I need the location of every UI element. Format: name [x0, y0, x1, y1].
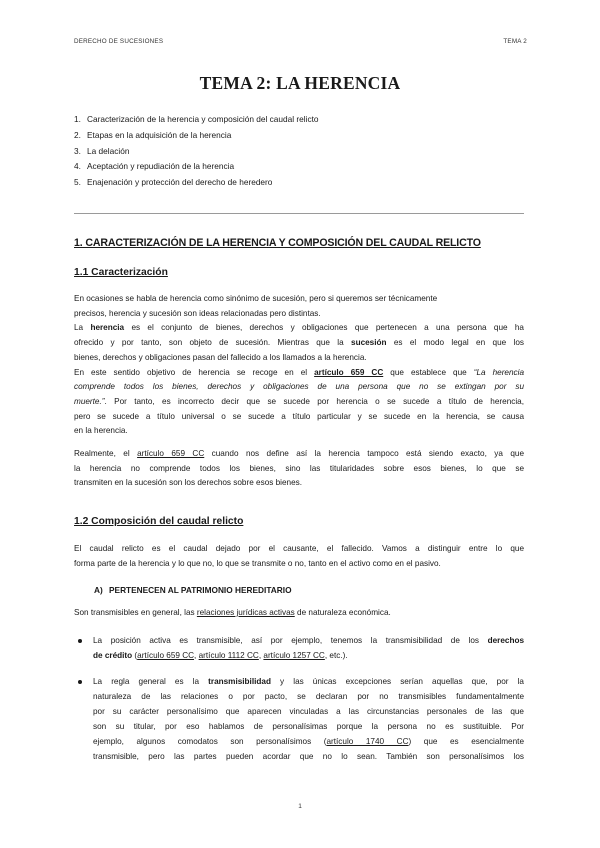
bullet-list	[74, 633, 524, 764]
paragraph-line: transmisible, pero las partes pueden acordar que no lo sean. También son personalísimos los	[93, 752, 524, 761]
horizontal-divider	[74, 213, 524, 214]
paragraph-line: ofrecido y por tanto, son objeto de sucesión. Mientras que la sucesión es el modo legal en que los	[74, 338, 524, 348]
paragraph-line: comprende todos los bienes, derechos y obligaciones de una persona que no se extingan por su	[74, 382, 524, 392]
paragraph-line: Realmente, el artículo 659 CC cuando nos define así la herencia tampoco está siendo exacto, ya que	[74, 449, 524, 459]
paragraph-line: la herencia no comprende todos los bienes, sino las titularidades sobre esos bienes, lo que se	[74, 463, 524, 473]
paragraph-line: pero se sucede a título universal o se sucede a título particular y se sucede en la herencia, se causa	[74, 411, 524, 421]
section-heading: 1. CARACTERIZACIÓN DE LA HERENCIA Y COMPOSICIÓN DEL CAUDAL RELICTO	[74, 237, 481, 249]
document-title: TEMA 2: LA HERENCIA	[199, 73, 401, 93]
article-reference: artículo 659 CC	[137, 651, 195, 660]
paragraph-line: de crédito (artículo 659 CC, artículo 1112 CC, artículo 1257 CC, etc.).	[93, 651, 348, 660]
toc-item: 3. La delación	[74, 145, 130, 156]
toc-item: 1. Caracterización de la herencia y composición del caudal relicto	[74, 114, 319, 124]
paragraph-line: naturaleza de las relaciones o por pacto, se declaran por no transmisibles fundamentalmente	[93, 692, 524, 701]
paragraphs-caracterizacion	[74, 292, 524, 491]
paragraph-intro	[74, 606, 524, 621]
running-header-left: DERECHO DE SUCESIONES	[74, 38, 164, 45]
paragraph-line: transmiten en la sucesión son los derechos sobre esos bienes.	[74, 478, 303, 488]
paragraph-line: son su titular, por eso hablamos de personalísimas porque la persona no es sustituible. Por	[93, 722, 524, 731]
article-reference: artículo 1112 CC	[198, 651, 259, 660]
bullet-icon	[78, 680, 82, 684]
list-item	[74, 674, 524, 764]
paragraphs-composicion	[74, 542, 524, 571]
page-number: 1	[298, 803, 302, 810]
paragraph-line: La regla general es la transmisibilidad y las únicas excepciones serían aquellas que, por la	[93, 677, 524, 686]
paragraph-line: en la herencia.	[74, 426, 128, 436]
subsection-heading-caracterizacion: 1.1 Caracterización	[74, 267, 168, 278]
paragraph-line: por su carácter personalísimo que aparecen vinculadas a las circunstancias personales de las que	[93, 707, 524, 716]
paragraph-line: bienes, derechos y obligaciones pasan del fallecido a los llamados a la herencia.	[74, 352, 367, 362]
bullet-icon	[78, 639, 82, 643]
paragraph-line: Son transmisibles en general, las relaciones jurídicas activas de naturaleza económica.	[74, 608, 391, 617]
subsection-heading-composicion: 1.2 Composición del caudal relicto	[74, 516, 244, 527]
article-reference: artículo 1257 CC	[263, 651, 325, 660]
article-reference: artículo 659 CC	[314, 367, 384, 377]
toc-item: 2. Etapas en la adquisición de la herencia	[74, 129, 232, 140]
paragraph-line: muerte.”. Por tanto, es incorrecto decir que se sucede por herencia o se sucede a título de herencia,	[74, 396, 524, 406]
paragraph-line: ejemplo, algunos comodatos son personalísimos (artículo 1740 CC) que es esencialmente	[93, 737, 524, 746]
paragraph-line: El caudal relicto es el caudal dejado por el causante, el fallecido. Vamos a distinguir entre lo que	[74, 544, 524, 553]
article-reference: artículo 1740 CC	[326, 737, 409, 746]
paragraph-line: La herencia es el conjunto de bienes, derechos y obligaciones que pertenecen a una persona que ha	[74, 323, 524, 333]
paragraph-line: En este sentido objetivo de herencia se recoge en el artículo 659 CC que establece que “La herencia	[74, 367, 525, 377]
paragraph-line: En ocasiones se habla de herencia como sinónimo de sucesión, pero si queremos ser técnicamente	[74, 294, 438, 303]
toc-item: 4. Aceptación y repudiación de la herencia	[74, 161, 235, 172]
table-of-contents	[74, 112, 319, 191]
article-reference: artículo 659 CC	[137, 449, 205, 459]
paragraph-line: forma parte de la herencia y lo que no, lo que se transmite o no, tanto en el activo como en el pasivo.	[74, 558, 441, 568]
paragraph-line: La posición activa es transmisible, así por ejemplo, tenemos la transmisibilidad de los derechos	[93, 636, 524, 645]
paragraph-line: precisos, herencia y sucesión son ideas relacionadas pero distintas.	[74, 308, 321, 318]
running-header-right: TEMA 2	[503, 38, 527, 45]
subsection-a-heading: A) PERTENECEN AL PATRIMONIO HEREDITARIO	[94, 585, 292, 595]
toc-item: 5. Enajenación y protección del derecho de heredero	[74, 177, 273, 188]
list-item	[74, 633, 524, 663]
